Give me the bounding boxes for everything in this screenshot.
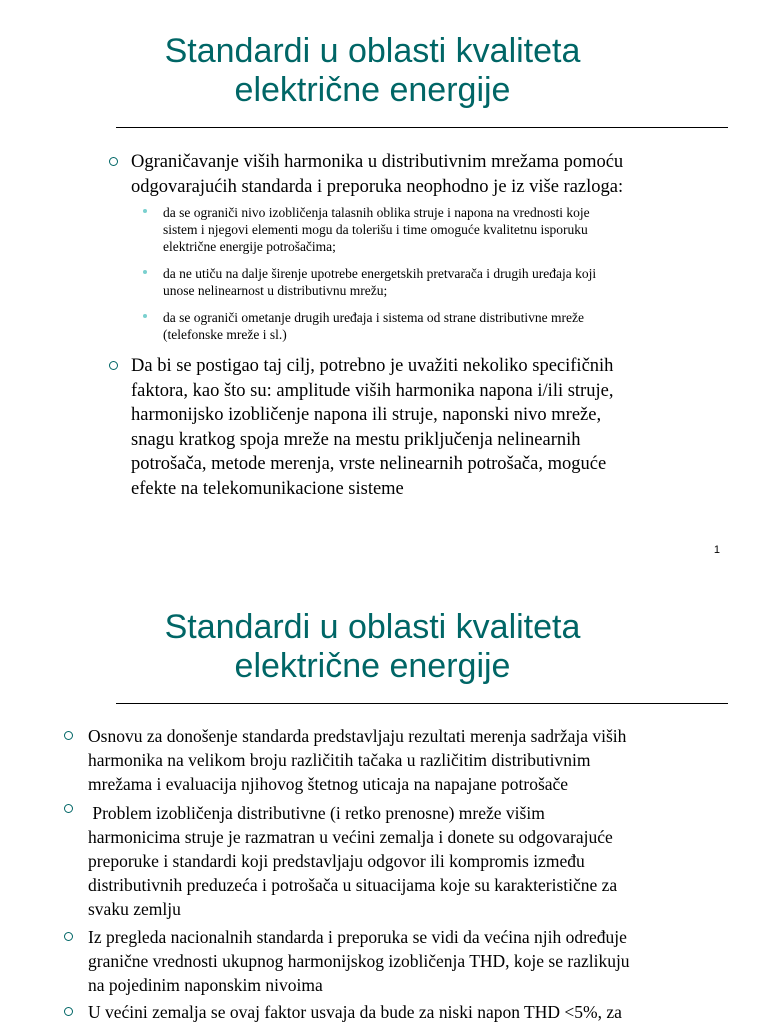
bullet-text: U većini zemalja se ovaj faktor usvaja da bude za niski napon THD <5%, za [88,1002,622,1022]
dot-bullet-icon [143,314,147,318]
sub-bullet-text: da ne utiču na dalje širenje upotrebe energetskih pretvarača i drugih uređaja koji unose nelinearnost u distributivnu mrežu; [163,266,597,299]
title-divider [116,127,728,128]
title-divider [116,703,728,704]
ring-bullet-icon [64,1007,73,1016]
ring-bullet-icon [64,804,73,813]
bullet-text: Problem izobličenja distributivne (i retko prenosne) mreže višim harmonicima struje je razmatran u većini zemalja i donete su odgovarajuće preporuke i standardi koji predstavljaju odgovor ili kompromis između distributivnih preduzeća i potrošača u situacijama koje su karakteristične za svaku zemlju [88,803,618,919]
sub-bullet-text: da se ograniči ometanje drugih uređaja i sistema od strane distributivne mreže (telefonske mreže i sl.) [163,310,584,343]
dot-bullet-icon [143,209,147,213]
slide-title: Standardi u oblasti kvaliteta električne energije [164,608,581,685]
bullet-text: Iz pregleda nacionalnih standarda i preporuka se vidi da većina njih određuje granične vrednosti ukupnog harmonijskog izobličenja THD, koje se razlikuju na pojedinim naponskim nivoima [88,927,630,995]
dot-bullet-icon [143,270,147,274]
ring-bullet-icon [109,157,118,166]
slide-2 [0,576,768,1024]
ring-bullet-icon [64,731,73,740]
ring-bullet-icon [109,361,118,370]
page-number: 1 [713,544,720,556]
sub-bullet-text: da se ograniči nivo izobličenja talasnih oblika struje i napona na vrednosti koje sistem i njegovi elementi mogu da tolerišu i time omoguće kvalitetnu isporuku električne energije potrošačima; [163,205,590,255]
ring-bullet-icon [64,932,73,941]
bullet-text: Osnovu za donošenje standarda predstavljaju rezultati merenja sadržaja viših harmonika na velikom broju različitih tačaka u različitim distributivnim mrežama i evaluacija njihovog štetnog uticaja na napajane potrošače [88,726,627,794]
bullet-text: Da bi se postigao taj cilj, potrebno je uvažiti nekoliko specifičnih faktora, kao što su: amplitude viših harmonika napona i/ili struje, harmonijsko izobličenje napona ili struje, naponski nivo mreže, snagu kratkog spoja mreže na mestu priključenja nelinearnih potrošača, metode merenja, vrste nelinearnih potrošača, moguće efekte na telekomunikacione sisteme [131,356,614,499]
bullet-text: Ograničavanje viših harmonika u distributivnim mrežama pomoću odgovarajućih standarda i preporuka neophodno je iz više razloga: [131,152,624,197]
slide-title: Standardi u oblasti kvaliteta električne energije [164,32,581,109]
